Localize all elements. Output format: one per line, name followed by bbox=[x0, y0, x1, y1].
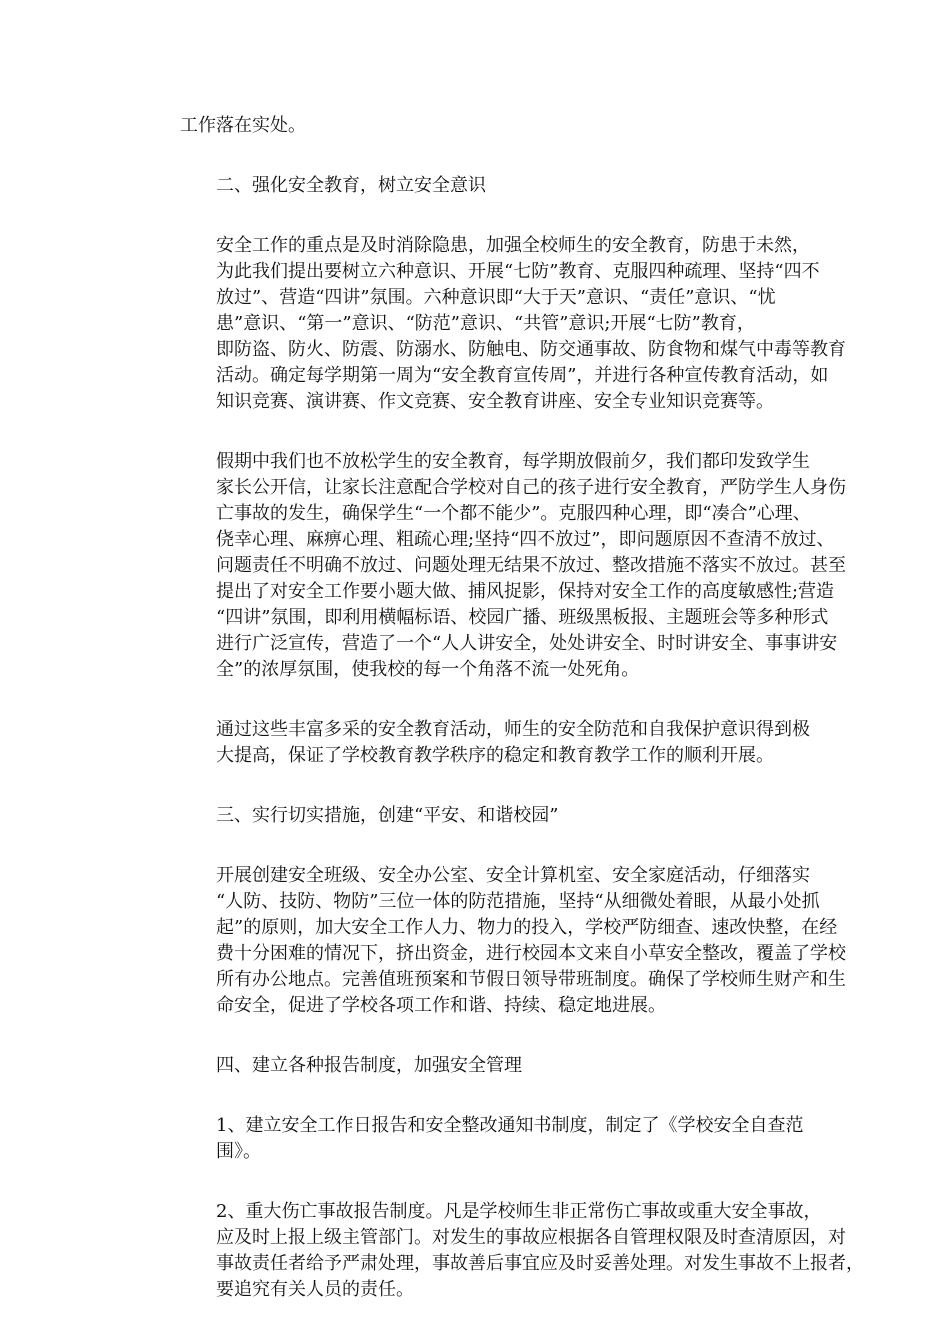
text-line: 通过这些丰富多采的安全教育活动，师生的安全防范和自我保护意识得到极 bbox=[216, 719, 810, 740]
text-line: 安全工作的重点是及时消除隐患，加强全校师生的安全教育，防患于未然， bbox=[216, 235, 810, 256]
paragraph bbox=[180, 113, 780, 139]
text-line: 三、实行切实措施，创建“平安、和谐校园” bbox=[216, 805, 559, 826]
paragraph bbox=[180, 1199, 864, 1303]
text-line: 费十分困难的情况下，挤出资金，进行校园本文来自小草安全整改，覆盖了学校 bbox=[216, 943, 846, 964]
text-line: 为此我们提出要树立六种意识、开展“七防”教育、克服四种疏理、坚持“四不 bbox=[216, 261, 820, 282]
text-line: 患”意识、“第一”意识、“防范”意识、“共管”意识;开展“七防”教育， bbox=[216, 313, 755, 334]
paragraph bbox=[180, 1053, 780, 1079]
text-line: 2、重大伤亡事故报告制度。凡是学校师生非正常伤亡事故或重大安全事故， bbox=[216, 1201, 822, 1222]
paragraph bbox=[180, 717, 810, 769]
paragraph bbox=[180, 173, 780, 199]
text-line: 所有办公地点。完善值班预案和节假日领导带班制度。确保了学校师生财产和生 bbox=[216, 969, 846, 990]
text-line: 1、建立安全工作日报告和安全整改通知书制度，制定了《学校安全自查范 bbox=[216, 1115, 804, 1136]
text-line: 起”的原则，加大安全工作人力、物力的投入，学校严防细查、速改快整，在经 bbox=[216, 917, 838, 938]
text-line: “人防、技防、物防”三位一体的防范措施，坚持“从细微处着眼，从最小处抓 bbox=[216, 891, 820, 912]
text-line: 事故责任者给予严肃处理，事故善后事宜应及时妥善处理。对发生事故不上报者， bbox=[216, 1253, 864, 1274]
text-line: 家长公开信，让家长注意配合学校对自己的孩子进行安全教育，严防学生人身伤 bbox=[216, 477, 846, 498]
text-line: 亡事故的发生，确保学生“一个都不能少”。克服四种心理，即“凑合”心理、 bbox=[216, 503, 811, 524]
text-line: 侥幸心理、麻痹心理、粗疏心理;坚持“四不放过”，即问题原因不查清不放过、 bbox=[216, 529, 835, 550]
paragraph bbox=[180, 233, 846, 415]
text-line: 放过”、营造“四讲”氛围。六种意识即“大于天”意识、“责任”意识、“忧 bbox=[216, 287, 776, 308]
paragraph bbox=[180, 1113, 804, 1165]
text-line: 假期中我们也不放松学生的安全教育，每学期放假前夕，我们都印发致学生 bbox=[216, 451, 810, 472]
text-line: 进行广泛宣传，营造了一个“人人讲安全，处处讲安全、时时讲安全、事事讲安 bbox=[216, 633, 838, 654]
text-line: 大提高，保证了学校教育教学秩序的稳定和教育教学工作的顺利开展。 bbox=[216, 745, 774, 766]
text-line: 提出了对安全工作要小题大做、捕风捉影，保持对安全工作的高度敏感性;营造 bbox=[216, 581, 835, 602]
text-line: 问题责任不明确不放过、问题处理无结果不放过、整改措施不落实不放过。甚至 bbox=[216, 555, 846, 576]
text-line: 应及时上报上级主管部门。对发生的事故应根据各自管理权限及时查清原因，对 bbox=[216, 1227, 846, 1248]
text-line: 要追究有关人员的责任。 bbox=[216, 1279, 414, 1300]
paragraph bbox=[180, 449, 846, 683]
text-line: 知识竞赛、演讲赛、作文竞赛、安全教育讲座、安全专业知识竞赛等。 bbox=[216, 391, 774, 412]
text-line: 开展创建安全班级、安全办公室、安全计算机室、安全家庭活动，仔细落实 bbox=[216, 865, 810, 886]
text-line: 围》。 bbox=[216, 1141, 261, 1162]
document-body bbox=[180, 113, 864, 1337]
text-line: 活动。确定每学期第一周为“安全教育宣传周”，并进行各种宣传教育活动，如 bbox=[216, 365, 829, 386]
paragraph bbox=[180, 803, 780, 829]
text-line: 即防盗、防火、防震、防溺水、防触电、防交通事故、防食物和煤气中毒等教育 bbox=[216, 339, 846, 360]
text-line: 命安全，促进了学校各项工作和谐、持续、稳定地进展。 bbox=[216, 995, 666, 1016]
paragraph bbox=[180, 863, 846, 1019]
text-line: 二、强化安全教育，树立安全意识 bbox=[216, 175, 486, 196]
text-line: “四讲”氛围，即利用横幅标语、校园广播、班级黑板报、主题班会等多种形式 bbox=[216, 607, 829, 628]
text-line: 四、建立各种报告制度，加强安全管理 bbox=[216, 1055, 522, 1076]
text-line: 工作落在实处。 bbox=[180, 115, 306, 136]
text-line: 全”的浓厚氛围，使我校的每一个角落不流一处死角。 bbox=[216, 659, 640, 680]
